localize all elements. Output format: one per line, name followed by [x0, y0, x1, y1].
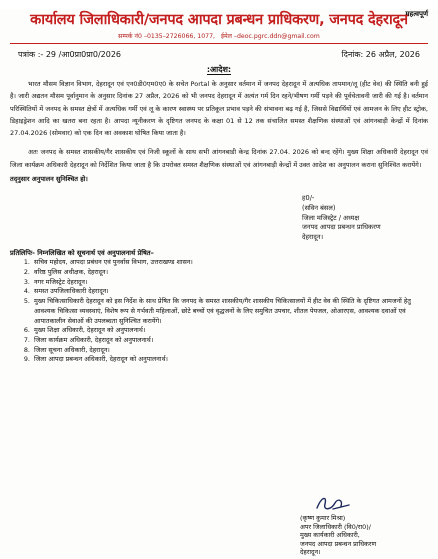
signed-mark: ह0/-	[302, 194, 315, 203]
signatory-place: देहरादून।	[302, 232, 324, 241]
compliance-line: तद्नुसार अनुपालन सुनिश्चित हो।	[10, 175, 88, 184]
list-item: 5. मुख्य चिकित्साधिकारी देहरादून को इस निर्देश के साथ प्रेषित कि जनपद के समस्त शासकीय/गैर शासकीय चिकित्सालयों में हीट वेव की स्थिति के दृष्टिगत आमजनों हेतु आवश्यक चिकित्सा व्यवस्थाएं, विशेष रूप से गर्भवती महिलाओं, छोटे बच्चों एवं वृद्धजनों के लिए समुचित उपचार, शीतल पेयजल, ओआरएस, आवश्यक दवाओं एवं आपातकालीन सेवाओं की उपलब्धता सुनिश्चित करायेंगे।	[32, 297, 428, 326]
signature-block-adm	[300, 514, 376, 557]
list-item: 4. समस्त उपजिलाधिकारी देहरादून।	[32, 287, 428, 297]
order-heading	[10, 64, 428, 75]
list-item: 8. जिला सूचना अधिकारी, देहरादून।	[32, 346, 428, 356]
email-address: ईमेल –deoc.pgrc.ddn@gmail.com	[220, 33, 320, 40]
signature-block-dm	[302, 194, 428, 242]
order-document	[0, 9, 438, 559]
order-paragraph-2: अतः जनपद के समस्त शासकीय/गैर शासकीय एवं निजी स्कूलों के साथ सभी आंगनबाडी केन्द्र दिनांक 27.04. 2026 को बन्द रहेंगे। मुख्य शिक्षा अधिकारी देहरादून एवं जिला कार्यक्रम अधिकारी देहरादून को निर्देशित किया जाता है कि उपरोक्त समस्त शैक्षणिक संस्थाओं एवं आंगनबाड़ी केन्द्रों में उक्त आदेश का अनुपालन कराना सुनिश्चित करायेंगे।	[10, 148, 428, 169]
order-heading-text: :आदेश:	[206, 65, 232, 74]
letter-date: दिनांक: 26 अप्रैल, 2026	[341, 50, 420, 59]
office-title: कार्यालय जिलाधिकारी/जनपद आपदा प्रबन्धन प्राधिकरण, जनपद देहरादून	[30, 12, 408, 28]
signatory-role: मुख्य कार्यकारी अधिकारी,	[300, 531, 360, 540]
signatory-designation: जिला मजिस्ट्रेट / अध्यक्ष	[302, 213, 360, 222]
handwritten-signature	[313, 494, 353, 514]
contact-line	[10, 31, 428, 44]
signatory-name: (कृष्ण कुमार मिश्रा)	[300, 514, 346, 522]
signatory-place: देहरादून।	[300, 548, 321, 557]
list-item: 7. जिला कार्यक्रम अधिकारी, देहरादून को अनुपालनार्थ।	[32, 336, 428, 346]
list-item: 9. जिला आपदा प्रबन्धन अधिकारी, देहरादून को अनुपालनार्थ।	[32, 355, 428, 365]
signatory-designation: अपर जिलाधिकारी (वि0/रा0)/	[300, 522, 371, 531]
signatory-name: (सविन बंसल)	[302, 203, 336, 212]
reference-row	[10, 49, 428, 60]
phone-numbers: सम्पर्क नं0 –0135–2726066, 1077,	[118, 33, 216, 40]
letter-number: पत्रांक :- 29 /आ0प्रा0प्रा0/2026	[18, 50, 122, 59]
copy-to-list	[10, 258, 428, 365]
urgent-mark: महत्वपूर्ण	[405, 10, 428, 18]
signatory-authority: जनपद आपदा प्रबन्धन प्राधिकरण	[300, 539, 377, 548]
list-item: 2. वरिष्ठ पुलिस अधीक्षक, देहरादून।	[32, 268, 428, 278]
signatory-authority: जनपद आपदा प्रबन्धन प्राधिकरण	[302, 223, 381, 232]
list-item: 6. मुख्य शिक्षा अधिकारी, देहरादून को अनुपालनार्थ।	[32, 326, 428, 336]
copy-to-section	[10, 248, 428, 365]
list-item: 1. सचिव महोदय, आपदा प्रबंधन एवं पुनर्वास विभाग, उत्तराखण्ड शासन।	[32, 258, 428, 268]
order-paragraph-1: भारत मौसम विज्ञान विभाग, देहरादून एवं एन0डी0एम0ए0 के सचेत Portal के अनुसार वर्तमान में जनपद देहरादून में अत्यधिक तापमान/लू (हीट वेव) की स्थिति बनी हुई है। जारी अद्यतन मौसम पूर्वानुमान के अनुसार दिनांक 27 अप्रैल, 2026 को भी जनपद देहरादून में अत्यंत गर्म दिन रहने/भीषण गर्मी पड़ने की पूर्वचेतावनी जारी की गई है। वर्तमान परिस्थितियों में जनपद के समस्त क्षेत्रों में अत्यधिक गर्मी एवं लू के कारण स्वास्थ्य पर प्रतिकूल प्रभाव पड़ने की संभावना बढ़ गई है, जिससे विद्यार्थियों एवं आमजन के लिए हीट स्ट्रोक, डिहाइड्रेशन आदि का खतरा बना रहता है। आपदा न्यूनीकरण के दृष्टिगत जनपद के कक्षा 01 से 12 तक संचालित समस्त शैक्षणिक संस्थाओं एवं आंगनबाड़ी केन्द्रों में दिनांक 27.04.2026 (सोमवार) को एक दिन का अवकाश घोषित किया जाता है।	[10, 80, 428, 138]
list-item: 3. नगर मजिस्ट्रेट देहरादून।	[32, 278, 428, 288]
copy-to-heading: प्रतिलिपिः- निम्नलिखित को सूचनार्थ एवं अनुपालनार्थ प्रेषित–	[10, 249, 154, 258]
